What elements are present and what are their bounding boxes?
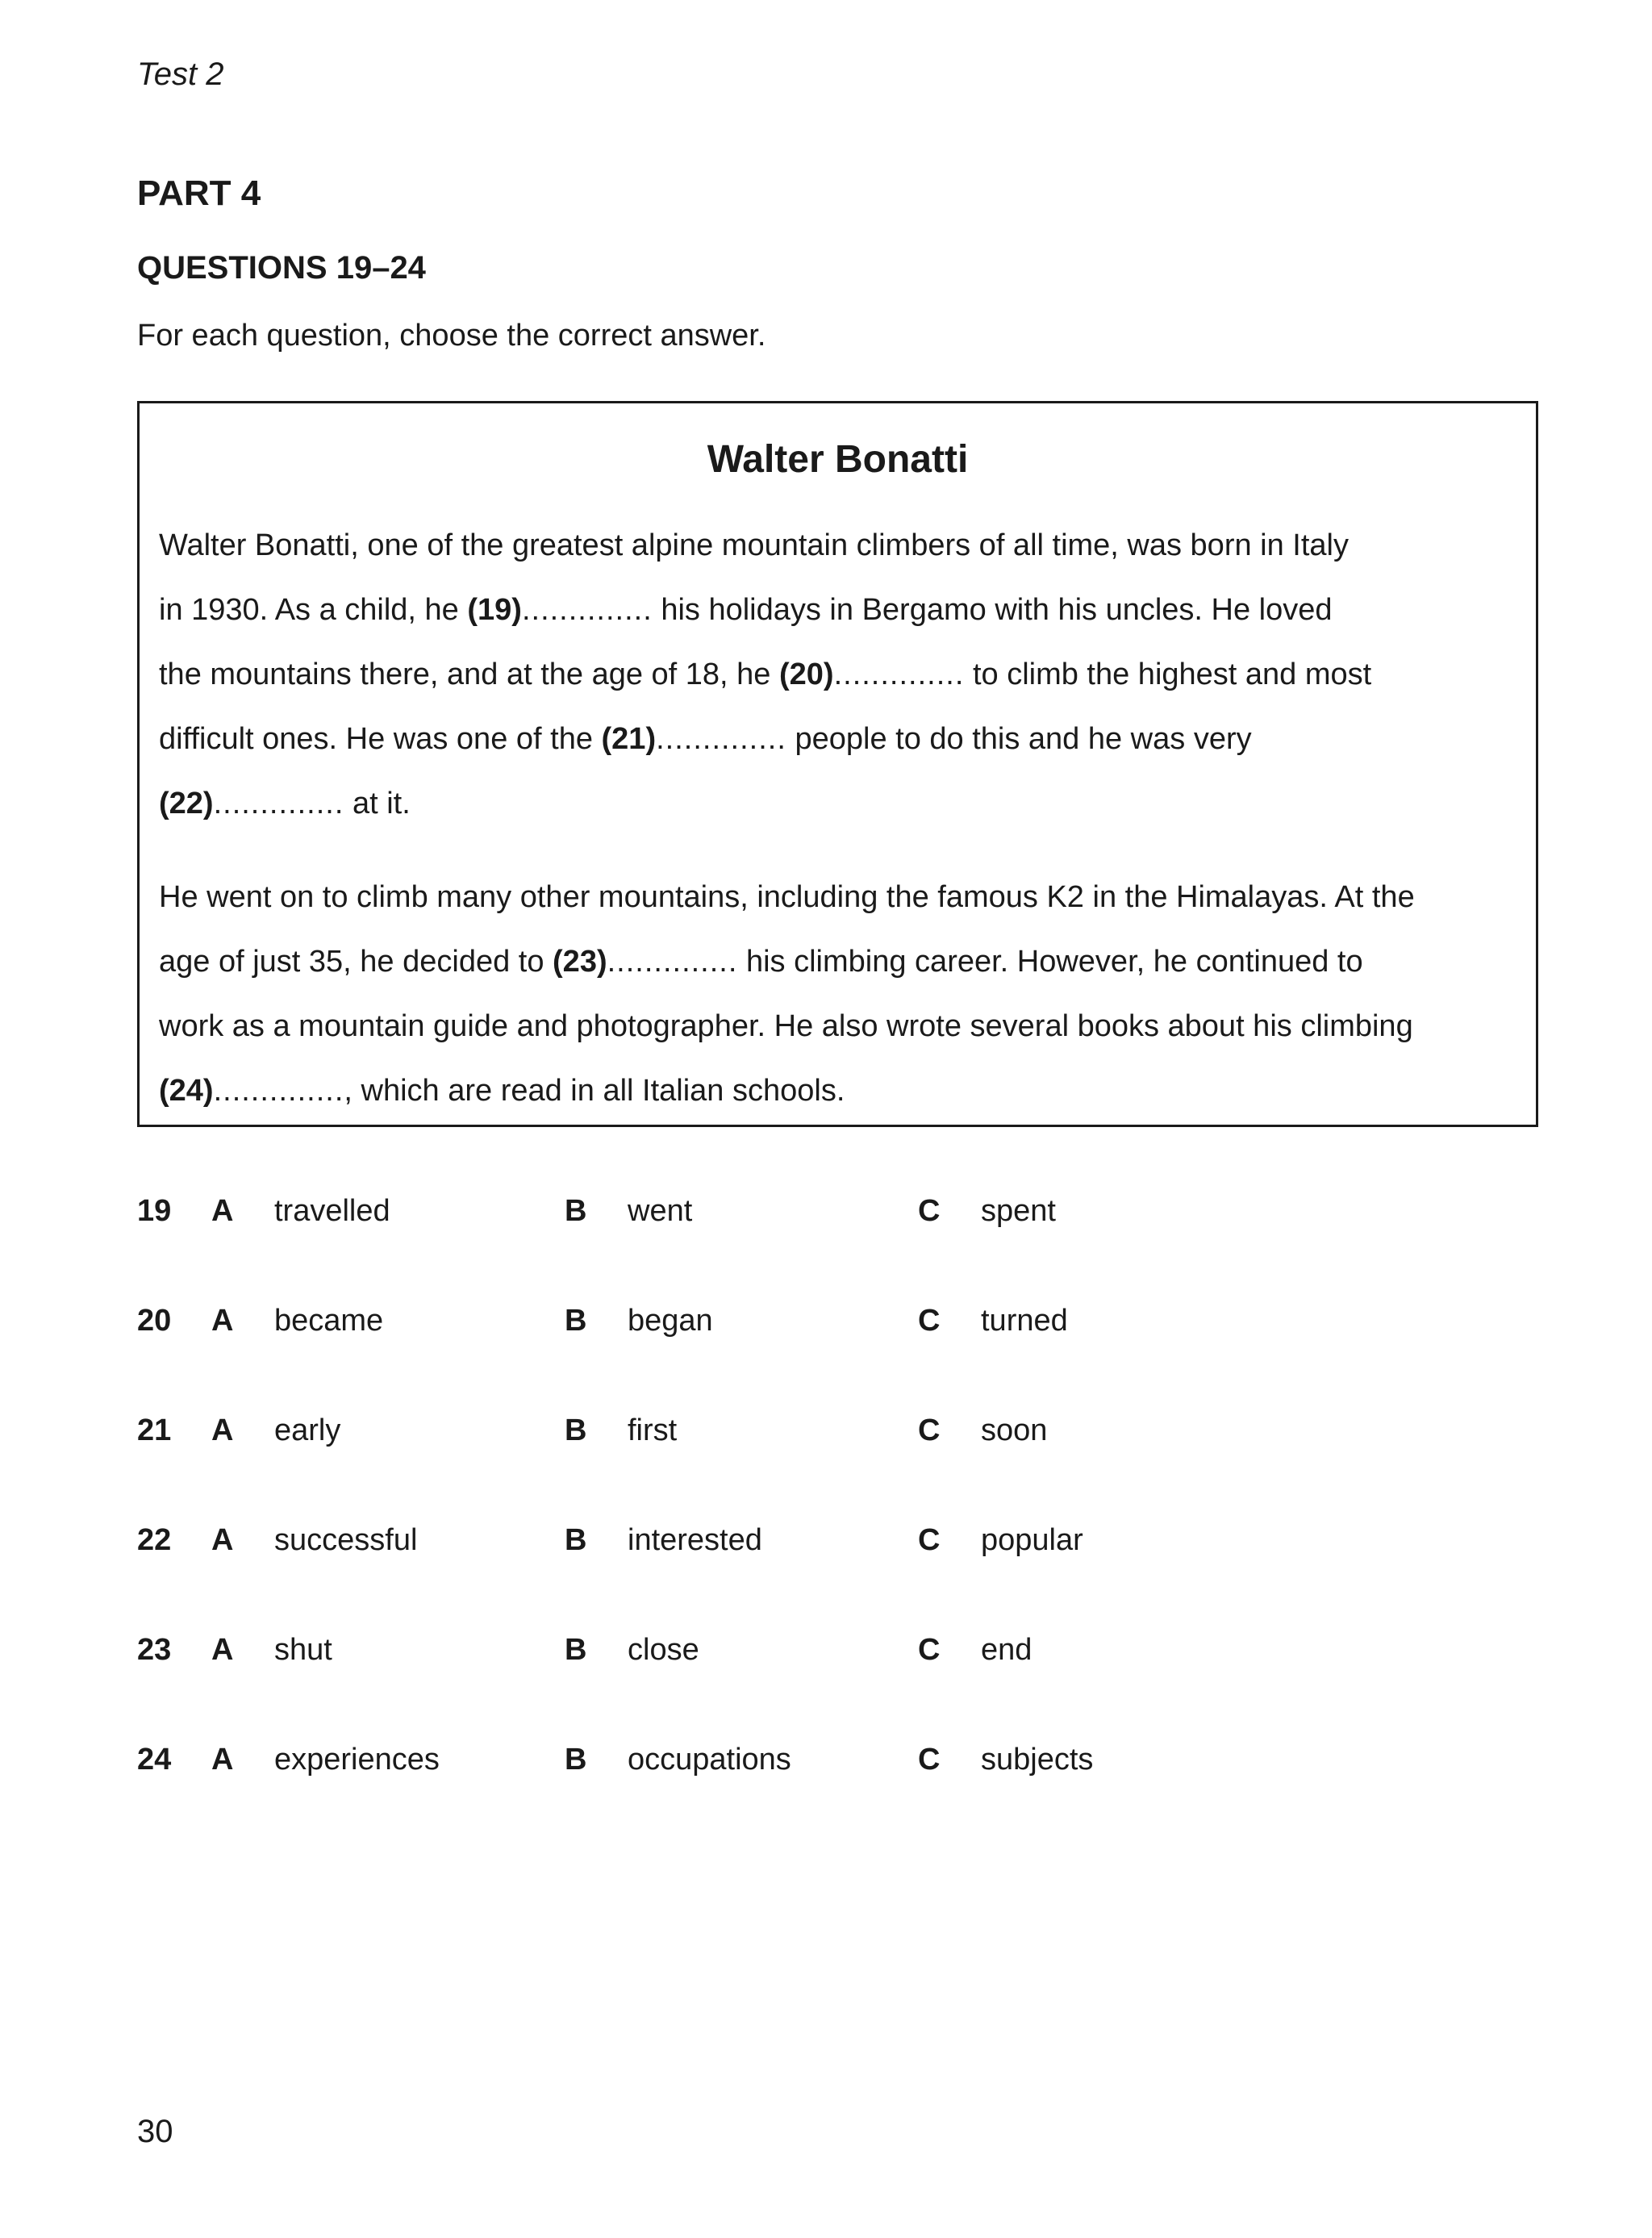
line-text: to climb the highest and most bbox=[964, 658, 1372, 691]
gap-23-blank: .............. bbox=[607, 945, 738, 979]
line-text: the mountains there, and at the age of 18, he bbox=[159, 658, 779, 691]
gap-22-number: (22) bbox=[159, 787, 214, 820]
gap-22-blank: .............. bbox=[213, 787, 344, 820]
option-c-letter[interactable]: C bbox=[918, 1413, 941, 1447]
gap-20-blank: .............. bbox=[833, 658, 965, 691]
question-21-row bbox=[137, 1413, 1186, 1523]
option-c-letter[interactable]: C bbox=[918, 1633, 941, 1667]
line-text: age of just 35, he decided to bbox=[159, 945, 553, 979]
option-c-text[interactable]: popular bbox=[981, 1523, 1083, 1557]
questions-title: QUESTIONS 19–24 bbox=[137, 250, 426, 286]
option-b-text[interactable]: first bbox=[628, 1413, 678, 1447]
question-number: 24 bbox=[137, 1743, 172, 1777]
option-c-text[interactable]: soon bbox=[981, 1413, 1048, 1447]
option-a-letter[interactable]: A bbox=[211, 1304, 234, 1338]
instruction-text: For each question, choose the correct answer. bbox=[137, 319, 766, 353]
option-a-letter[interactable]: A bbox=[211, 1633, 234, 1667]
option-a-letter[interactable]: A bbox=[211, 1194, 234, 1228]
passage-title: Walter Bonatti bbox=[707, 438, 969, 481]
passage-paragraph-1 bbox=[159, 513, 1514, 836]
gap-24-number: (24) bbox=[159, 1074, 214, 1108]
gap-19-blank: .............. bbox=[521, 593, 653, 627]
line-text: , which are read in all Italian schools. bbox=[344, 1074, 845, 1108]
option-a-text[interactable]: successful bbox=[274, 1523, 418, 1557]
test-label: Test 2 bbox=[137, 56, 224, 92]
passage-line bbox=[159, 929, 1514, 994]
line-text: work as a mountain guide and photographer. He also wrote several books about his climbing bbox=[159, 1009, 1413, 1043]
option-c-letter[interactable]: C bbox=[918, 1523, 941, 1557]
question-number: 23 bbox=[137, 1633, 172, 1667]
line-text: at it. bbox=[344, 787, 411, 820]
passage-line bbox=[159, 707, 1514, 771]
option-a-letter[interactable]: A bbox=[211, 1413, 234, 1447]
option-c-text[interactable]: subjects bbox=[981, 1743, 1094, 1777]
option-a-text[interactable]: early bbox=[274, 1413, 341, 1447]
page-number: 30 bbox=[137, 2114, 173, 2149]
line-text: his holidays in Bergamo with his uncles. He loved bbox=[652, 593, 1333, 627]
option-c-letter[interactable]: C bbox=[918, 1743, 941, 1777]
option-b-letter[interactable]: B bbox=[565, 1743, 587, 1777]
passage-line bbox=[159, 642, 1514, 707]
option-b-text[interactable]: occupations bbox=[628, 1743, 791, 1777]
passage-line bbox=[159, 771, 1514, 836]
line-text: Walter Bonatti, one of the greatest alpine mountain climbers of all time, was born in Italy bbox=[159, 528, 1349, 562]
question-number: 22 bbox=[137, 1523, 172, 1557]
option-b-letter[interactable]: B bbox=[565, 1633, 587, 1667]
line-text: difficult ones. He was one of the bbox=[159, 722, 602, 756]
option-b-text[interactable]: interested bbox=[628, 1523, 762, 1557]
option-c-text[interactable]: end bbox=[981, 1633, 1032, 1667]
passage-line bbox=[159, 994, 1514, 1058]
option-a-text[interactable]: became bbox=[274, 1304, 384, 1338]
option-a-letter[interactable]: A bbox=[211, 1523, 234, 1557]
line-text: He went on to climb many other mountains, including the famous K2 in the Himalayas. At the bbox=[159, 880, 1415, 914]
part-title: PART 4 bbox=[137, 173, 261, 213]
gap-20-number: (20) bbox=[779, 658, 834, 691]
passage-line bbox=[159, 865, 1514, 929]
option-c-letter[interactable]: C bbox=[918, 1194, 941, 1228]
gap-24-blank: .............. bbox=[213, 1074, 344, 1108]
passage-line bbox=[159, 513, 1514, 578]
question-19-row bbox=[137, 1194, 1186, 1304]
question-20-row bbox=[137, 1304, 1186, 1413]
option-a-text[interactable]: experiences bbox=[274, 1743, 440, 1777]
option-a-letter[interactable]: A bbox=[211, 1743, 234, 1777]
question-number: 21 bbox=[137, 1413, 172, 1447]
question-number: 19 bbox=[137, 1194, 172, 1228]
question-22-row bbox=[137, 1523, 1186, 1633]
gap-19-number: (19) bbox=[467, 593, 522, 627]
answer-options bbox=[137, 1194, 1186, 1852]
option-c-text[interactable]: spent bbox=[981, 1194, 1056, 1228]
passage-line bbox=[159, 1058, 1514, 1123]
option-b-text[interactable]: close bbox=[628, 1633, 699, 1667]
line-text: his climbing career. However, he continued to bbox=[737, 945, 1363, 979]
option-a-text[interactable]: travelled bbox=[274, 1194, 390, 1228]
option-c-text[interactable]: turned bbox=[981, 1304, 1068, 1338]
gap-21-blank: .............. bbox=[656, 722, 786, 756]
question-number: 20 bbox=[137, 1304, 172, 1338]
passage-paragraph-2 bbox=[159, 865, 1514, 1123]
line-text: people to do this and he was very bbox=[786, 722, 1252, 756]
option-b-letter[interactable]: B bbox=[565, 1194, 587, 1228]
passage-line bbox=[159, 578, 1514, 642]
gap-23-number: (23) bbox=[553, 945, 607, 979]
option-b-letter[interactable]: B bbox=[565, 1304, 587, 1338]
question-23-row bbox=[137, 1633, 1186, 1743]
option-b-letter[interactable]: B bbox=[565, 1413, 587, 1447]
option-b-text[interactable]: began bbox=[628, 1304, 713, 1338]
option-c-letter[interactable]: C bbox=[918, 1304, 941, 1338]
option-a-text[interactable]: shut bbox=[274, 1633, 332, 1667]
question-24-row bbox=[137, 1743, 1186, 1852]
gap-21-number: (21) bbox=[601, 722, 657, 756]
option-b-letter[interactable]: B bbox=[565, 1523, 587, 1557]
option-b-text[interactable]: went bbox=[628, 1194, 693, 1228]
passage-box bbox=[137, 401, 1538, 1127]
line-text: in 1930. As a child, he bbox=[159, 593, 468, 627]
